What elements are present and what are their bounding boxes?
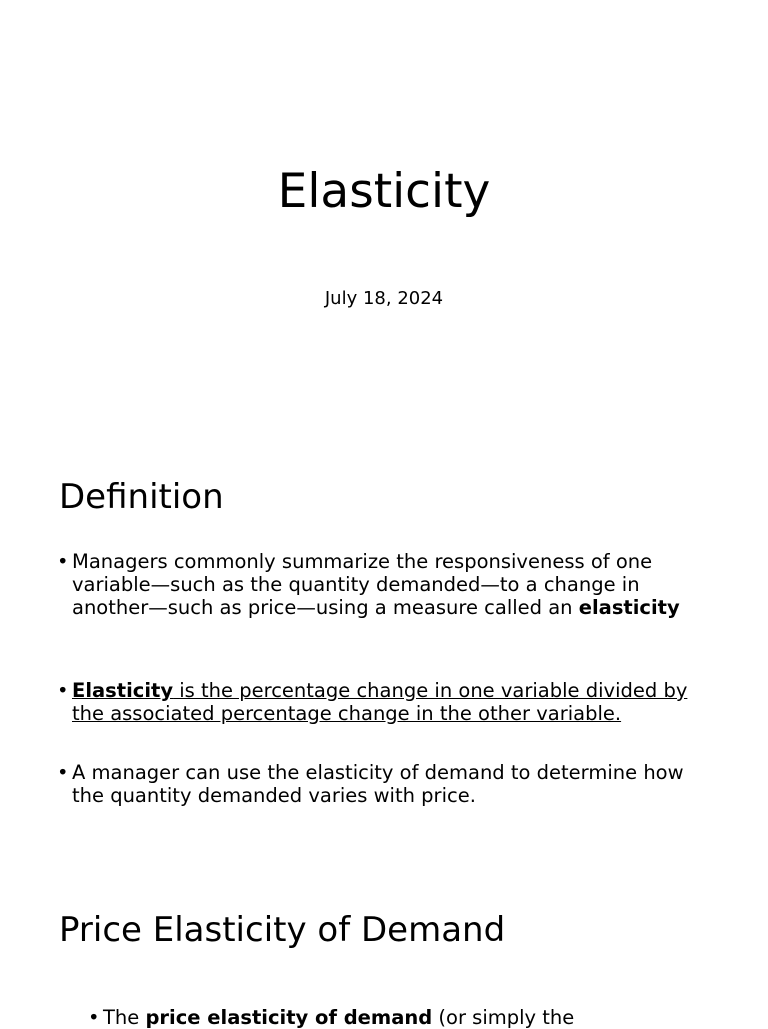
bold-term: price elasticity of demand [145, 1006, 433, 1029]
bullet-icon: • [57, 679, 69, 702]
price-elasticity-heading: Price Elasticity of Demand [59, 910, 506, 950]
list-item [57, 550, 717, 619]
bullet-body: is the percentage change in one variable divided by the associated percentage change in the other variable. [72, 679, 688, 725]
bullet-text [72, 550, 717, 619]
bullet-icon: • [57, 761, 69, 784]
bullet-text [103, 1006, 728, 1029]
definition-heading: Definition [59, 477, 224, 517]
bullet-icon: • [88, 1006, 100, 1029]
bullet-text: A manager can use the elasticity of demand to determine how the quantity demanded varies with price. [72, 761, 684, 807]
bullet-text [72, 679, 717, 725]
bullet-suffix: (or simply the [432, 1006, 575, 1029]
list-item [57, 761, 717, 807]
bullet-icon: • [57, 550, 69, 573]
bullet-body: Managers commonly summarize the responsiveness of one variable—such as the quantity demanded—to a change in another—such as price—using a measure called an [72, 550, 653, 619]
bold-term: elasticity [578, 596, 680, 619]
list-item [88, 1006, 728, 1029]
slide-title: Elasticity [277, 164, 491, 219]
bullet-prefix: The [103, 1006, 146, 1029]
list-item [57, 679, 717, 725]
bold-term: Elasticity [72, 679, 174, 702]
slide-date: July 18, 2024 [324, 288, 444, 309]
